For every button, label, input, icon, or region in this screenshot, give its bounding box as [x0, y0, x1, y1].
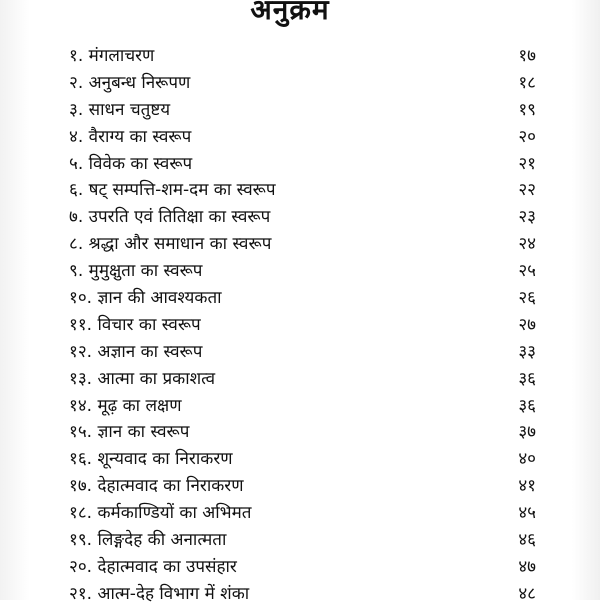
toc-entry-page-number: ४१: [518, 476, 536, 497]
toc-entry: [0, 390, 600, 417]
toc-entry: [0, 121, 600, 148]
toc-entry-title: २१. आत्म-देह विभाग में शंका: [69, 583, 250, 604]
toc-entry: [0, 255, 600, 282]
toc-entry: [0, 228, 600, 255]
table-of-contents: [0, 40, 600, 605]
toc-entry-title: १२. अज्ञान का स्वरूप: [69, 341, 203, 362]
toc-entry: [0, 416, 600, 443]
toc-entry-page-number: २२: [518, 180, 536, 201]
toc-entry-page-number: ४५: [518, 503, 536, 524]
page-title: अनुक्रम: [250, 0, 330, 26]
toc-entry: [0, 443, 600, 470]
toc-entry-title: ११. विचार का स्वरूप: [69, 314, 201, 335]
toc-entry-title: ६. षट् सम्पत्ति-शम-दम का स्वरूप: [69, 180, 276, 201]
toc-entry-title: १६. शून्यवाद का निराकरण: [69, 449, 233, 470]
toc-entry-page-number: ४०: [518, 449, 536, 470]
toc-entry: [0, 40, 600, 67]
toc-entry-page-number: २३: [518, 207, 536, 228]
toc-entry-page-number: २५: [518, 261, 536, 282]
toc-entry-page-number: ३६: [518, 395, 536, 416]
toc-entry: [0, 470, 600, 497]
toc-entry-page-number: २७: [518, 314, 536, 335]
toc-entry-page-number: २०: [518, 126, 536, 147]
toc-entry: [0, 363, 600, 390]
toc-entry-page-number: ३६: [518, 368, 536, 389]
toc-entry-title: १७. देहात्मवाद का निराकरण: [69, 476, 244, 497]
toc-entry: [0, 578, 600, 605]
toc-entry-page-number: १८: [518, 72, 536, 93]
toc-entry-title: १३. आत्मा का प्रकाशत्व: [69, 368, 216, 389]
toc-entry-page-number: १७: [518, 46, 536, 66]
toc-entry-page-number: २६: [518, 288, 536, 309]
toc-entry-page-number: ३३: [518, 341, 536, 362]
toc-entry-title: २०. देहात्मवाद का उपसंहार: [69, 556, 237, 577]
toc-entry-title: ४. वैराग्य का स्वरूप: [69, 126, 192, 147]
toc-entry-title: ९. मुमुक्षुता का स्वरूप: [69, 261, 203, 282]
toc-entry: [0, 551, 600, 578]
toc-entry: [0, 67, 600, 94]
toc-entry-page-number: ४७: [518, 556, 536, 577]
toc-entry-title: १९. लिङ्गदेह की अनात्मता: [69, 530, 227, 551]
toc-entry-title: ३. साधन चतुष्टय: [69, 99, 171, 120]
toc-entry: [0, 94, 600, 121]
toc-entry: [0, 336, 600, 363]
toc-entry-title: १४. मूढ़ का लक्षण: [69, 395, 182, 416]
toc-entry: [0, 309, 600, 336]
toc-entry-page-number: २४: [518, 234, 536, 255]
toc-entry-title: १. मंगलाचरण: [69, 46, 155, 66]
toc-entry: [0, 524, 600, 551]
toc-entry-page-number: ४८: [518, 583, 536, 604]
toc-entry: [0, 174, 600, 201]
toc-entry-page-number: ४६: [518, 530, 536, 551]
toc-entry: [0, 201, 600, 228]
toc-entry-page-number: ३७: [518, 422, 536, 443]
toc-entry: [0, 148, 600, 175]
toc-entry-title: १५. ज्ञान का स्वरूप: [69, 422, 190, 443]
toc-entry-title: १०. ज्ञान की आवश्यकता: [69, 288, 222, 309]
toc-entry-title: ८. श्रद्धा और समाधान का स्वरूप: [69, 234, 272, 255]
toc-entry-page-number: १९: [518, 99, 536, 120]
toc-entry-title: १८. कर्मकाण्डियों का अभिमत: [69, 503, 252, 524]
toc-entry-title: २. अनुबन्ध निरूपण: [69, 72, 191, 93]
toc-entry-title: ७. उपरति एवं तितिक्षा का स्वरूप: [69, 207, 271, 228]
toc-entry: [0, 497, 600, 524]
toc-entry-title: ५. विवेक का स्वरूप: [69, 153, 193, 174]
toc-entry-page-number: २१: [518, 153, 536, 174]
toc-entry: [0, 282, 600, 309]
